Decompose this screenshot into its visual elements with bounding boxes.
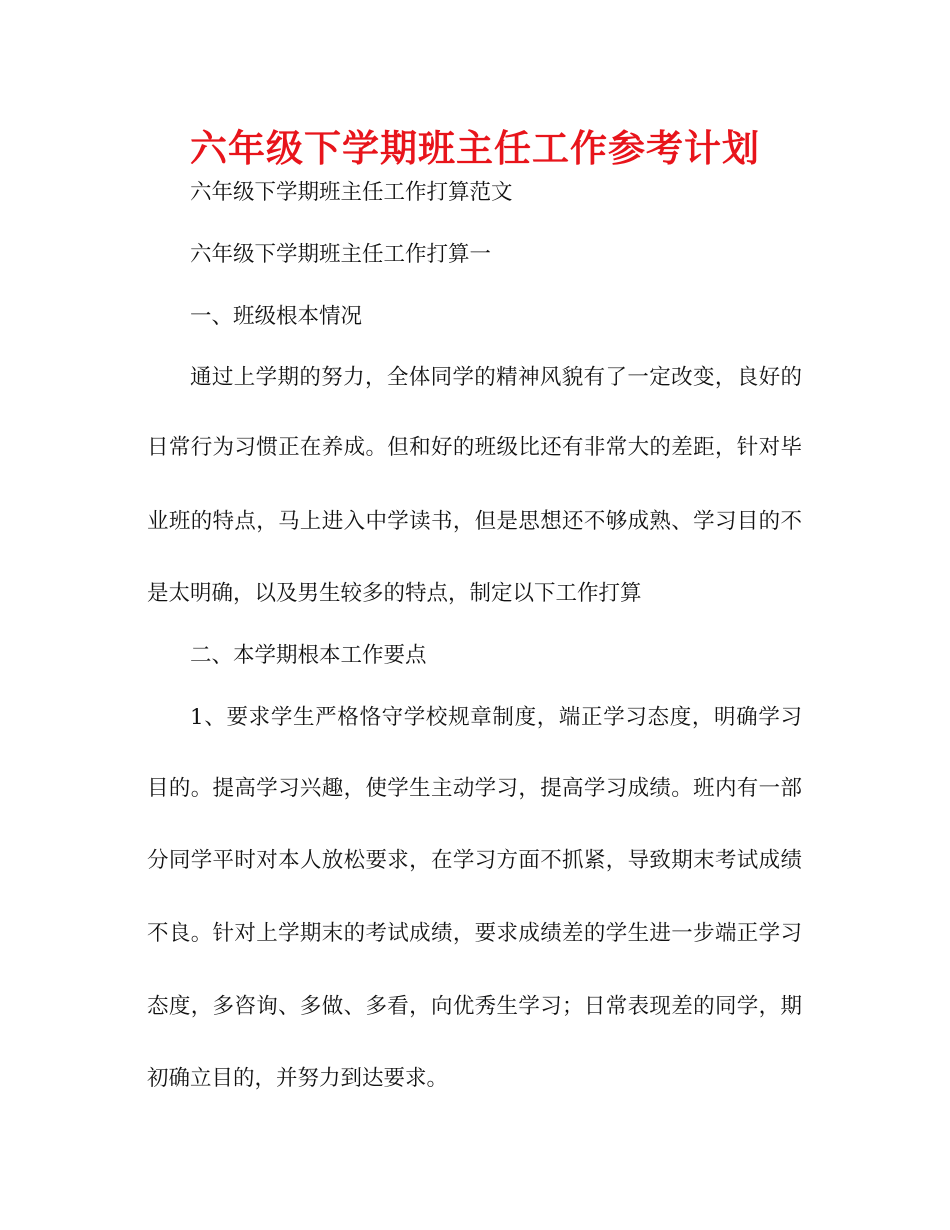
section-heading: 一、班级根本情况: [190, 304, 363, 329]
document-title: 六年级下学期班主任工作参考计划: [190, 127, 760, 170]
paragraph-line: 态度，多咨询、多做、多看，向优秀生学习；日常表现差的同学，期: [147, 994, 802, 1019]
paragraph-line: 目的。提高学习兴趣，使学生主动学习，提高学习成绩。班内有一部: [147, 776, 802, 801]
paragraph-line: 业班的特点，马上进入中学读书，但是思想还不够成熟、学习目的不: [147, 509, 802, 534]
paragraph-line: 日常行为习惯正在养成。但和好的班级比还有非常大的差距，针对毕: [147, 435, 802, 460]
paragraph-line: 通过上学期的努力，全体同学的精神风貌有了一定改变，良好的: [190, 365, 802, 390]
paragraph-line: 是太明确，以及男生较多的特点，制定以下工作打算: [147, 581, 642, 606]
paragraph-line: 1、要求学生严格恪守学校规章制度，端正学习态度，明确学习: [190, 705, 802, 730]
paragraph-line: 初确立目的，并努力到达要求。: [147, 1066, 449, 1091]
section-heading: 二、本学期根本工作要点: [190, 643, 427, 668]
subtitle-line: 六年级下学期班主任工作打算范文: [190, 180, 513, 205]
paragraph-line: 不良。针对上学期末的考试成绩，要求成绩差的学生进一步端正学习: [147, 921, 802, 946]
section-heading: 六年级下学期班主任工作打算一: [190, 242, 492, 267]
paragraph-line: 分同学平时对本人放松要求，在学习方面不抓紧，导致期末考试成绩: [147, 848, 802, 873]
